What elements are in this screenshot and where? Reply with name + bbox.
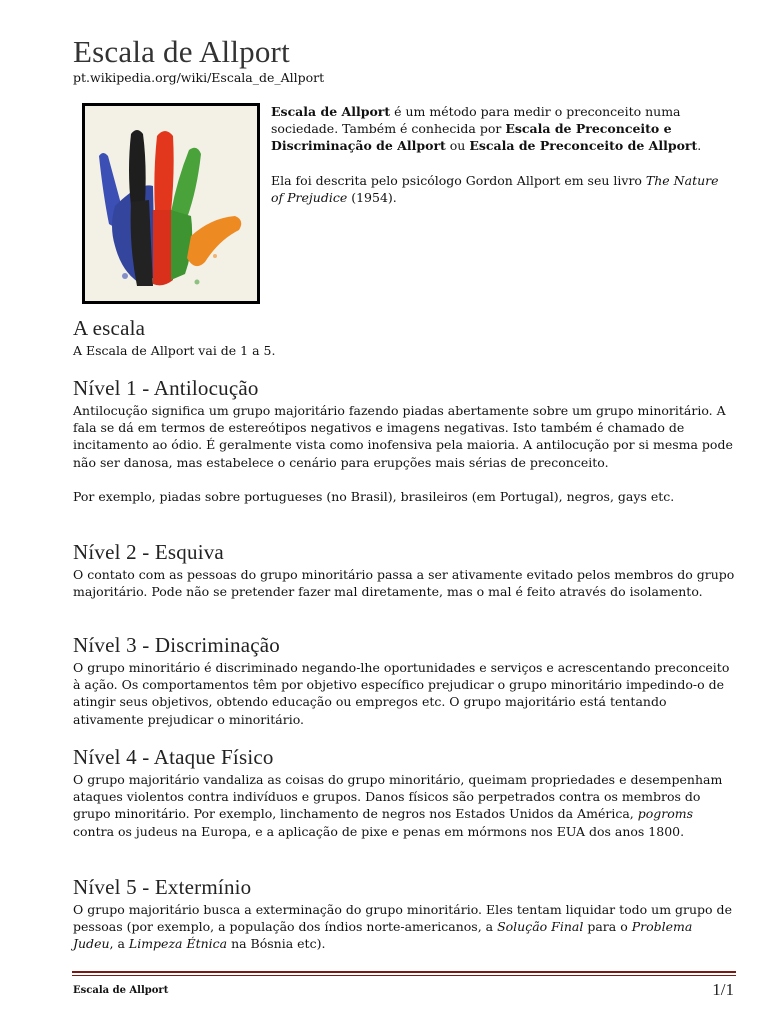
painted-hand-icon: [85, 106, 257, 301]
section-heading: Nível 5 - Extermínio: [73, 875, 252, 899]
section-heading: Nível 4 - Ataque Físico: [73, 745, 274, 769]
section-paragraph: [73, 566, 735, 600]
source-url[interactable]: pt.wikipedia.org/wiki/Escala_de_Allport: [73, 70, 325, 85]
section-paragraph: [73, 488, 735, 505]
section-paragraph: [73, 771, 735, 840]
footer-title: Escala de Allport: [73, 985, 169, 996]
intro-paragraph-2: [271, 172, 733, 206]
text-run: na Bósnia etc).: [227, 936, 326, 952]
section-heading: Nível 2 - Esquiva: [73, 540, 224, 564]
italic-text: Problema Judeu: [73, 919, 693, 952]
text-run: A Escala de Allport vai de 1 a 5.: [73, 343, 276, 358]
text-run: Por exemplo, piadas sobre portugueses (no Brasil), brasileiros (em Portugal), negros, gays etc.: [73, 488, 675, 504]
section-paragraph: [73, 342, 735, 359]
text-run: é um método para medir o preconceito numa sociedade. Também é conhecida por: [271, 104, 681, 137]
section-paragraph: [73, 402, 735, 471]
text-run: , a: [109, 936, 129, 952]
hand-image: [82, 103, 260, 304]
page-number: 1/1: [712, 980, 734, 999]
section-paragraph: [73, 659, 735, 728]
text-run: (1954).: [347, 189, 397, 205]
section-heading: Nível 1 - Antilocução: [73, 376, 259, 400]
text-run: O grupo minoritário é discriminado negando-lhe oportunidades e serviços e acrescentando preconceito à ação. Os comportamentos têm por objetivo específico prejudicar o grupo minoritário impedindo-o de atingir seus objetivos, obtendo educação ou empregos etc. O grupo majoritário está tentando ativamente prejudicar o minoritário.: [73, 660, 730, 727]
text-run: .: [697, 138, 702, 154]
section-nivel-4: [73, 745, 735, 840]
section-nivel-1: [73, 376, 735, 505]
intro-paragraph-1: [271, 103, 733, 155]
section-nivel-5: [73, 875, 735, 953]
section-a-escala: [73, 316, 735, 359]
section-heading: Nível 3 - Discriminação: [73, 633, 280, 657]
italic-text: Limpeza Étnica: [128, 936, 228, 952]
text-run: O contato com as pessoas do grupo minoritário passa a ser ativamente evitado pelos membros do grupo majoritário. Pode não se pretender fazer mal diretamente, mas o mal é feito através do isolamento.: [73, 567, 735, 600]
bold-text: Escala de Preconceito e Discriminação de Allport: [271, 121, 672, 154]
text-run: ou: [445, 138, 470, 154]
bold-text: Escala de Preconceito de Allport: [469, 138, 698, 154]
text-run: para o: [583, 919, 632, 935]
italic-text: pogroms: [637, 806, 694, 822]
footer-rule: [72, 971, 736, 973]
intro-text: [271, 103, 733, 223]
section-paragraph: [73, 901, 735, 953]
document-title: Escala de Allport: [73, 34, 290, 69]
text-run: Ela foi descrita pelo psicólogo Gordon Allport em seu livro: [271, 172, 646, 188]
footer-rule-thin: [72, 975, 736, 976]
italic-text: Solução Final: [497, 919, 584, 935]
section-nivel-3: [73, 633, 735, 728]
text-run: Antilocução significa um grupo majoritário fazendo piadas abertamente sobre um grupo minoritário. A fala se dá em termos de estereótipos negativos e imagens negativas. Isto também é chamado de incitamento ao ódio. É geralmente vista como inofensiva pela maioria. A antilocução por si mesma pode não ser danosa, mas estabelece o cenário para erupções mais sérias de preconceito.: [73, 403, 733, 470]
text-run: contra os judeus na Europa, e a aplicação de pixe e penas em mórmons nos EUA dos anos 1800.: [73, 823, 685, 839]
text-run: O grupo majoritário vandaliza as coisas do grupo minoritário, queimam propriedades e desempenham ataques violentos contra indivíduos e grupos. Danos físicos são perpetrados contra os membros do grupo minoritário. Por exemplo, linchamento de negros nos Estados Unidos da América,: [73, 772, 723, 822]
section-heading: A escala: [73, 316, 146, 340]
italic-text: The Nature of Prejudice: [271, 172, 719, 205]
text-run: O grupo majoritário busca a exterminação do grupo minoritário. Eles tentam liquidar todo um grupo de pessoas (por exemplo, a população dos índios norte-americanos, a: [73, 902, 732, 935]
bold-text: Escala de Allport: [271, 104, 391, 119]
section-nivel-2: [73, 540, 735, 600]
